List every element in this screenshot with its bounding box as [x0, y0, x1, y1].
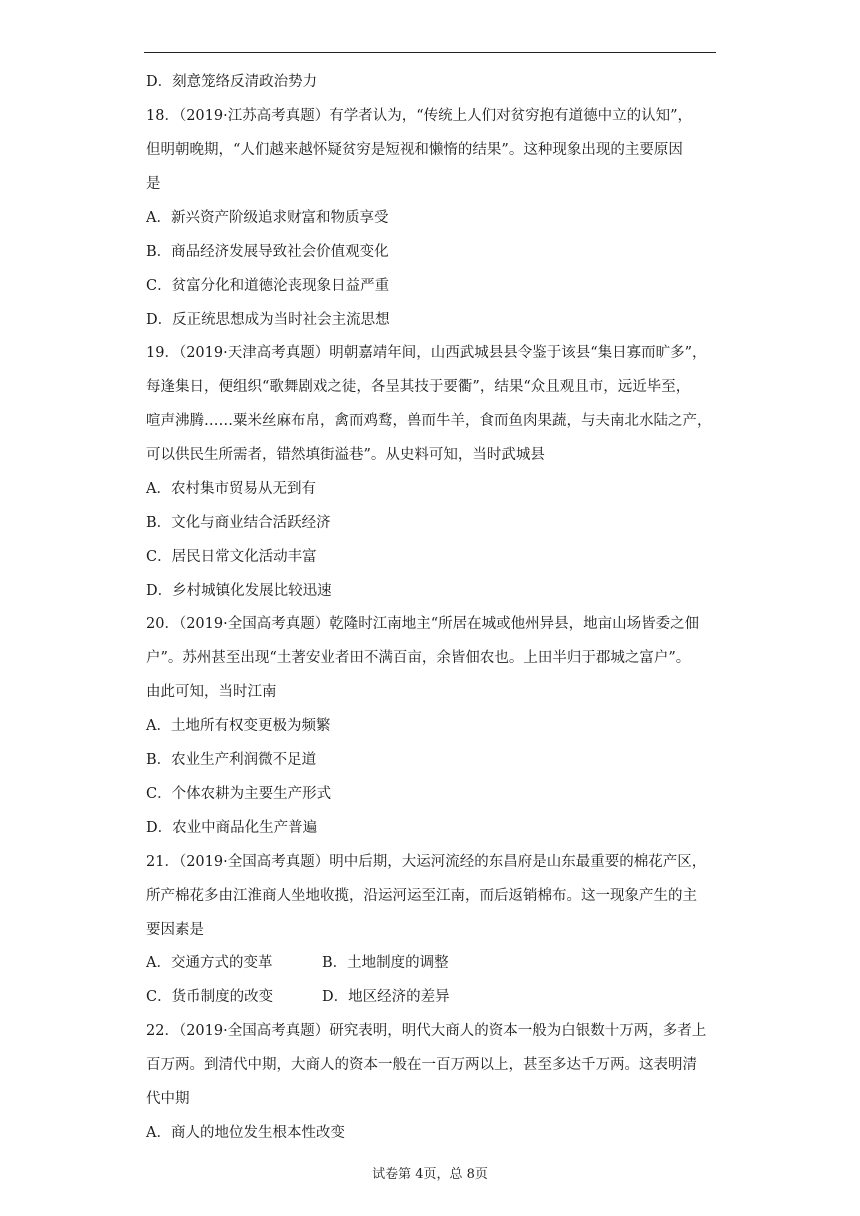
q20-option-d: D．农业中商品化生产普遍: [146, 820, 318, 836]
q18-option-b: B．商品经济发展导致社会价值观变化: [146, 244, 389, 260]
q21-option-d: D．地区经济的差异: [322, 989, 450, 1005]
q19-stem-line: 可以供民生所需者，错然填街溢巷”。从史料可知，当时武城县: [146, 447, 545, 463]
q19-stem-line: 喧声沸腾……粟米丝麻布帛，禽而鸡鹜，兽而牛羊，食而鱼肉果蔬，与夫南北水陆之产，: [146, 413, 712, 429]
q22-option-a: A．商人的地位发生根本性改变: [146, 1125, 345, 1141]
q21-stem-line: 21．（2019·全国高考真题）明中后期，大运河流经的东昌府是山东最重要的棉花产区，: [146, 854, 707, 870]
header-rule: [144, 52, 716, 53]
q22-stem-line: 代中期: [146, 1091, 190, 1107]
q19-stem-line: 每逢集日，便组织“歌舞剧戏之徒，各呈其技于要衢”，结果“众且观且市，远近毕至，: [146, 379, 691, 395]
q22-stem-line: 22．（2019·全国高考真题）研究表明，明代大商人的资本一般为白银数十万两，多者上: [146, 1023, 707, 1039]
q21-option-b: B．土地制度的调整: [322, 955, 449, 971]
q21-stem-line: 要因素是: [146, 922, 204, 938]
q20-option-c: C．个体农耕为主要生产形式: [146, 786, 332, 802]
q20-option-b: B．农业生产利润微不足道: [146, 752, 317, 768]
q18-stem-line: 但明朝晚期，“人们越来越怀疑贫穷是短视和懒惰的结果”。这种现象出现的主要原因: [146, 142, 683, 158]
q20-stem-line: 20．（2019·全国高考真题）乾隆时江南地主“所居在城或他州异县，地亩山场皆委之佃: [146, 616, 700, 632]
q18-option-c: C．贫富分化和道德沦丧现象日益严重: [146, 278, 390, 294]
q18-option-a: A．新兴资产阶级追求财富和物质享受: [146, 210, 389, 226]
q20-stem-line: 由此可知，当时江南: [146, 684, 277, 700]
q21-stem-line: 所产棉花多由江淮商人坐地收揽，沿运河运至江南，而后返销棉布。这一现象产生的主: [146, 888, 697, 904]
q17-option-d: D．刻意笼络反清政治势力: [146, 74, 318, 90]
q19-option-a: A．农村集市贸易从无到有: [146, 481, 316, 497]
q20-stem-line: 户”。苏州甚至出现“土著安业者田不满百亩，余皆佃农也。上田半归于郡城之富户”。: [146, 650, 691, 666]
q19-option-c: C．居民日常文化活动丰富: [146, 549, 317, 565]
q20-option-a: A．土地所有权变更极为频繁: [146, 718, 331, 734]
q19-option-b: B．文化与商业结合活跃经济: [146, 515, 331, 531]
q21-option-c: C．货币制度的改变: [146, 989, 274, 1005]
q18-option-d: D．反正统思想成为当时社会主流思想: [146, 312, 390, 328]
q18-stem-line: 是: [146, 176, 161, 192]
q18-stem-line: 18．（2019·江苏高考真题）有学者认为，“传统上人们对贫穷抱有道德中立的认知”，: [146, 108, 693, 124]
q19-option-d: D．乡村城镇化发展比较迅速: [146, 583, 332, 599]
page-footer: 试卷第 4页，总 8页: [372, 1167, 488, 1182]
q19-stem-line: 19．（2019·天津高考真题）明朝嘉靖年间，山西武城县县令鉴于该县“集日寡而旷多”，: [146, 345, 707, 361]
q21-option-a: A．交通方式的变革: [146, 955, 273, 971]
q22-stem-line: 百万两。到清代中期，大商人的资本一般在一百万两以上，甚至多达千万两。这表明清: [146, 1057, 697, 1073]
